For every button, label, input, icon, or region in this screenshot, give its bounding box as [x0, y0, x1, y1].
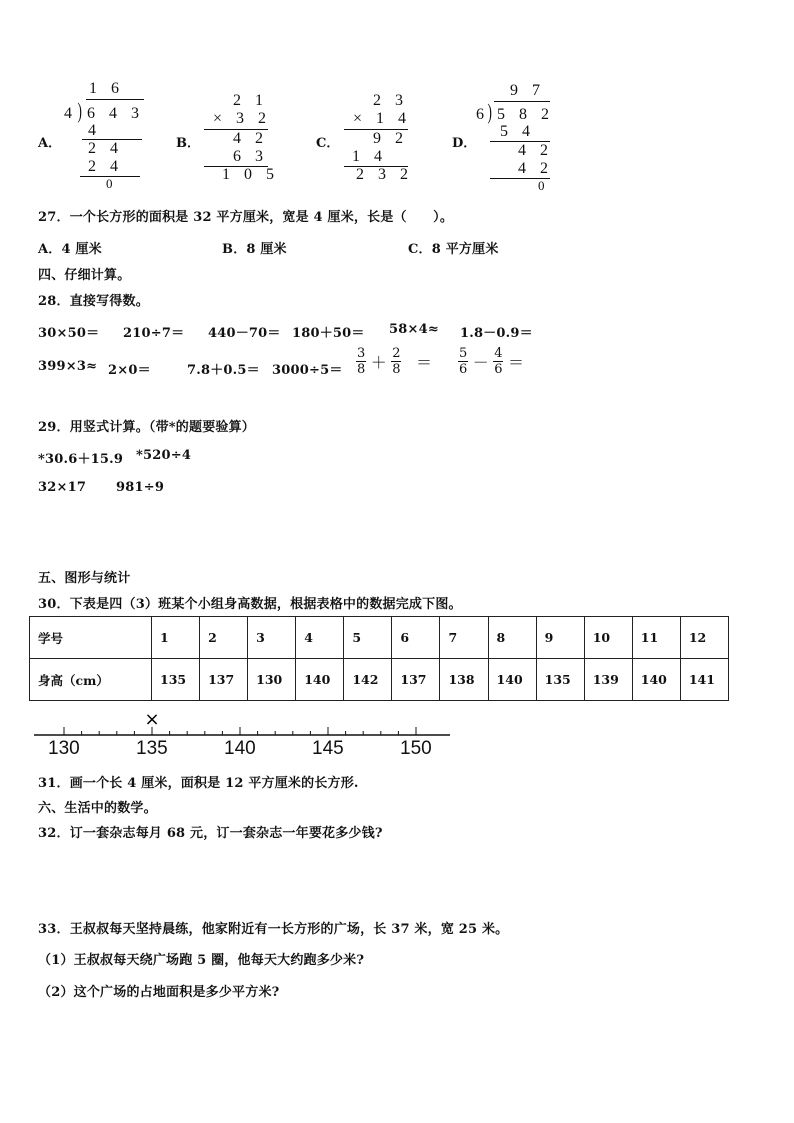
- table-cell: 3: [248, 617, 296, 659]
- q28-item-9: 7.8＋0.5＝: [187, 363, 260, 378]
- table-row: [30, 659, 729, 701]
- table-cell: 12: [680, 617, 728, 659]
- q31-text: 31．画一个长 4 厘米，面积是 12 平方厘米的长方形.: [38, 776, 359, 791]
- option-d-step3: 4 2: [518, 160, 553, 177]
- number-line-label-130: 130: [48, 738, 80, 759]
- table-cell: 4: [296, 617, 344, 659]
- option-a-quotient: 1 6: [89, 80, 124, 97]
- table-cell: 9: [536, 617, 584, 659]
- q28-item-1: 30×50＝: [38, 326, 100, 341]
- option-c-result: 2 3 2: [356, 166, 413, 183]
- option-b-result: 1 0 5: [222, 166, 279, 183]
- number-line-label-140: 140: [224, 738, 256, 759]
- q28-item-3: 440－70＝: [208, 326, 281, 341]
- table-cell: 1: [152, 617, 200, 659]
- option-c-multiplication: [340, 90, 420, 190]
- option-b-letter: B．: [176, 136, 200, 151]
- option-c-partial2: 1 4: [352, 148, 387, 165]
- q28-item-5: 58×4≈: [389, 322, 439, 337]
- option-d-division: [476, 82, 566, 194]
- table-cell: 7: [440, 617, 488, 659]
- option-b-multiplication: [200, 90, 280, 190]
- option-c-partial1: 9 2: [373, 130, 408, 147]
- table-row-label: 身高（cm）: [30, 659, 152, 701]
- division-bracket-icon: ): [487, 99, 492, 124]
- height-table: [29, 616, 729, 701]
- q28-fraction-item-1: $\frac{3}{8}$ ＋ $\frac{2}{8}$ ＝: [357, 346, 432, 377]
- q28-item-2: 210÷7＝: [123, 326, 185, 341]
- division-bracket-icon: ): [77, 98, 82, 123]
- table-cell: 8: [488, 617, 536, 659]
- table-cell: 135: [152, 659, 200, 701]
- section6-heading: 六、生活中的数学。: [38, 801, 157, 816]
- option-d-dividend: 5 8 2: [497, 106, 554, 123]
- section4-heading: 四、仔细计算。: [38, 268, 131, 283]
- q29-item-3: 32×17: [38, 480, 87, 495]
- table-cell: 138: [440, 659, 488, 701]
- option-d-letter: D．: [452, 136, 477, 151]
- table-cell: 141: [680, 659, 728, 701]
- q28-item-7: 399×3≈: [38, 359, 98, 374]
- table-cell: 140: [632, 659, 680, 701]
- option-a-step2: 2 4: [88, 140, 123, 157]
- option-a-step1: 4: [88, 122, 101, 139]
- q27-option-c: C．8 平方厘米: [408, 242, 499, 257]
- option-d-remainder: 0: [538, 178, 550, 193]
- fraction: $\frac{3}{8}$: [357, 346, 366, 377]
- fraction: $\frac{4}{6}$: [494, 346, 503, 377]
- option-d-divisor: 6: [476, 106, 489, 123]
- option-b-partial2: 6 3: [233, 148, 268, 165]
- table-cell: 137: [200, 659, 248, 701]
- option-c-top: 2 3: [373, 92, 408, 109]
- option-a-divisor: 4: [64, 105, 77, 122]
- q29-title: 29．用竖式计算。（带*的题要验算）: [38, 420, 255, 435]
- q30-title: 30．下表是四（3）班某个小组身高数据，根据表格中的数据完成下图。: [38, 597, 462, 612]
- table-cell: 130: [248, 659, 296, 701]
- option-a-remainder: 0: [106, 176, 118, 191]
- table-cell: 137: [392, 659, 440, 701]
- option-b-multiplier: × 3 2: [213, 110, 272, 127]
- option-c-letter: C．: [316, 136, 340, 151]
- q28-item-8: 2×0＝: [108, 363, 151, 378]
- number-line-label-135: 135: [136, 738, 168, 759]
- q29-item-1: *30.6＋15.9: [38, 452, 124, 467]
- q32-text: 32．订一套杂志每月 68 元，订一套杂志一年要花多少钱?: [38, 826, 383, 841]
- option-d-step2: 4 2: [518, 142, 553, 159]
- table-cell: 139: [584, 659, 632, 701]
- option-a-step3: 2 4: [88, 158, 123, 175]
- fraction: $\frac{2}{8}$: [392, 346, 401, 377]
- table-cell: 6: [392, 617, 440, 659]
- q29-item-2: *520÷4: [136, 448, 192, 463]
- section5-heading: 五、图形与统计: [38, 571, 131, 586]
- number-line-label-145: 145: [312, 738, 344, 759]
- option-a-letter: A．: [38, 136, 62, 151]
- table-cell: 5: [344, 617, 392, 659]
- q28-item-10: 3000÷5＝: [272, 363, 343, 378]
- option-d-step1: 5 4: [500, 123, 535, 140]
- q28-item-6: 1.8－0.9＝: [460, 326, 533, 341]
- q33-title: 33．王叔叔每天坚持晨练，他家附近有一长方形的广场，长 37 米，宽 25 米。: [38, 922, 509, 937]
- q33-sub1: （1）王叔叔每天绕广场跑 5 圈，他每天大约跑多少米?: [38, 953, 365, 968]
- option-b-partial1: 4 2: [233, 130, 268, 147]
- q33-sub2: （2）这个广场的占地面积是多少平方米?: [38, 985, 280, 1000]
- option-c-multiplier: × 1 4: [353, 110, 412, 127]
- q28-title: 28．直接写得数。: [38, 294, 149, 309]
- table-cell: 10: [584, 617, 632, 659]
- fraction: $\frac{5}{6}$: [459, 346, 468, 377]
- option-d-quotient: 9 7: [510, 82, 545, 99]
- q27-option-a: A．4 厘米: [38, 242, 102, 257]
- q28-fraction-item-2: $\frac{5}{6}$ － $\frac{4}{6}$ ＝: [459, 346, 524, 377]
- q29-item-4: 981÷9: [116, 480, 165, 495]
- option-a-dividend: 6 4 3: [87, 105, 144, 122]
- table-cell: 142: [344, 659, 392, 701]
- number-line-marker: ×: [144, 709, 160, 730]
- table-cell: 140: [488, 659, 536, 701]
- table-cell: 135: [536, 659, 584, 701]
- table-cell: 11: [632, 617, 680, 659]
- q27-option-b: B．8 厘米: [222, 242, 287, 257]
- q27-text: 27．一个长方形的面积是 32 平方厘米，宽是 4 厘米，长是（ ）。: [38, 210, 454, 225]
- table-cell: 140: [296, 659, 344, 701]
- table-row: [30, 617, 729, 659]
- table-header-label: 学号: [30, 617, 152, 659]
- option-b-top: 2 1: [233, 92, 268, 109]
- number-line-label-150: 150: [400, 738, 432, 759]
- q28-item-4: 180＋50＝: [292, 326, 365, 341]
- option-a-division: [62, 78, 152, 193]
- table-cell: 2: [200, 617, 248, 659]
